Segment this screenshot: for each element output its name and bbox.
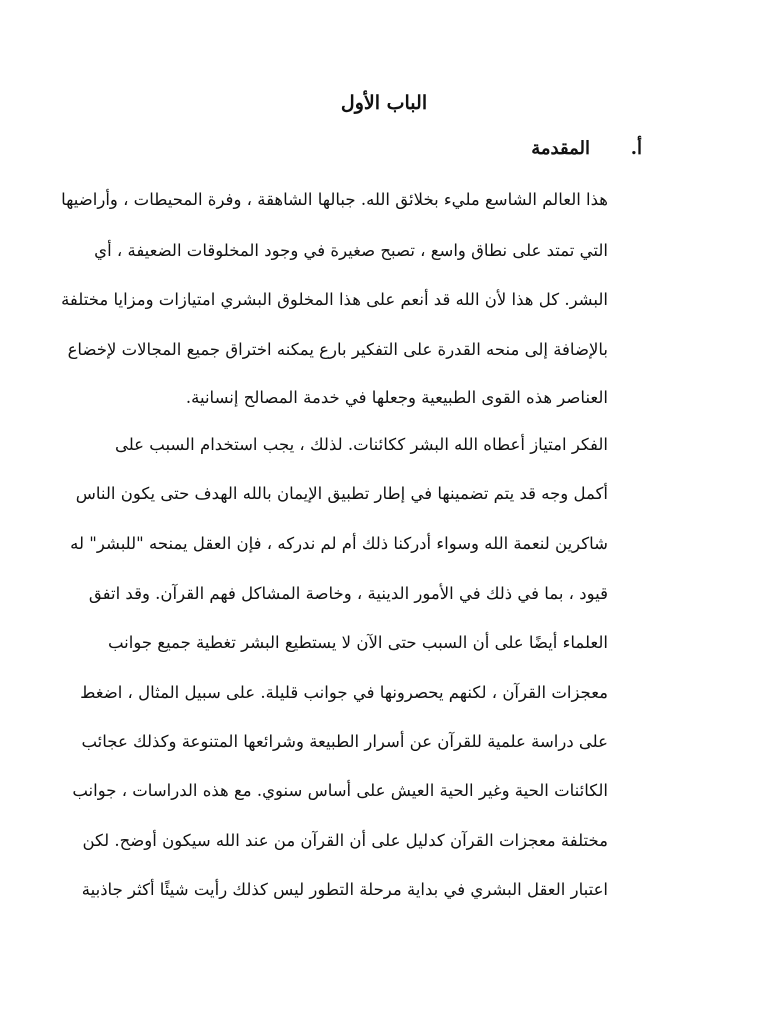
section-heading xyxy=(531,134,642,164)
text-line: قيود ، بما في ذلك في الأمور الدينية ، وخاصة المشاكل فهم القرآن. وقد اتفق xyxy=(88,584,608,603)
chapter-title: الباب الأول xyxy=(340,92,428,114)
text-line: على دراسة علمية للقرآن عن أسرار الطبيعة وشرائعها المتنوعة وكذلك عجائب xyxy=(81,732,608,751)
text-line: الكائنات الحية وغير الحية العيش على أساس سنوي. مع هذه الدراسات ، جوانب xyxy=(72,781,608,800)
text-line: التي تمتد على نطاق واسع ، تصبح صغيرة في وجود المخلوقات الضعيفة ، أي xyxy=(94,241,608,260)
text-line: العناصر هذه القوى الطبيعية وجعلها في خدمة المصالح إنسانية. xyxy=(185,388,608,407)
text-line: شاكرين لنعمة الله وسواء أدركنا ذلك أم لم ندركه ، فإن العقل يمنحه "للبشر" له xyxy=(70,534,608,553)
text-line: أكمل وجه قد يتم تضمينها في إطار تطبيق الإيمان بالله الهدف حتى يكون الناس xyxy=(75,484,608,503)
text-line: بالإضافة إلى منحه القدرة على التفكير بارع يمكنه اختراق جميع المجالات لإخضاع xyxy=(67,340,608,359)
text-line: العلماء أيضًا على أن السبب حتى الآن لا يستطيع البشر تغطية جميع جوانب xyxy=(107,633,608,652)
text-line: الفكر امتياز أعطاه الله البشر ككائنات. لذلك ، يجب استخدام السبب على xyxy=(114,435,608,454)
section-title: المقدمة xyxy=(531,138,590,159)
text-line: اعتبار العقل البشري في بداية مرحلة التطور ليس كذلك رأيت شيئًا أكثر جاذبية xyxy=(81,880,608,899)
text-line: معجزات القرآن ، لكنهم يحصرونها في جوانب قليلة. على سبيل المثال ، اضغط xyxy=(80,683,608,702)
section-marker: أ. xyxy=(630,138,642,159)
text-line: هذا العالم الشاسع مليء بخلائق الله. جبالها الشاهقة ، وفرة المحيطات ، وأراضيها xyxy=(61,190,608,209)
text-line: البشر. كل هذا لأن الله قد أنعم على هذا المخلوق البشري امتيازات ومزايا مختلفة xyxy=(61,290,608,309)
text-line: مختلفة معجزات القرآن كدليل على أن القرآن من عند الله سيكون أوضح. لكن xyxy=(82,831,608,850)
